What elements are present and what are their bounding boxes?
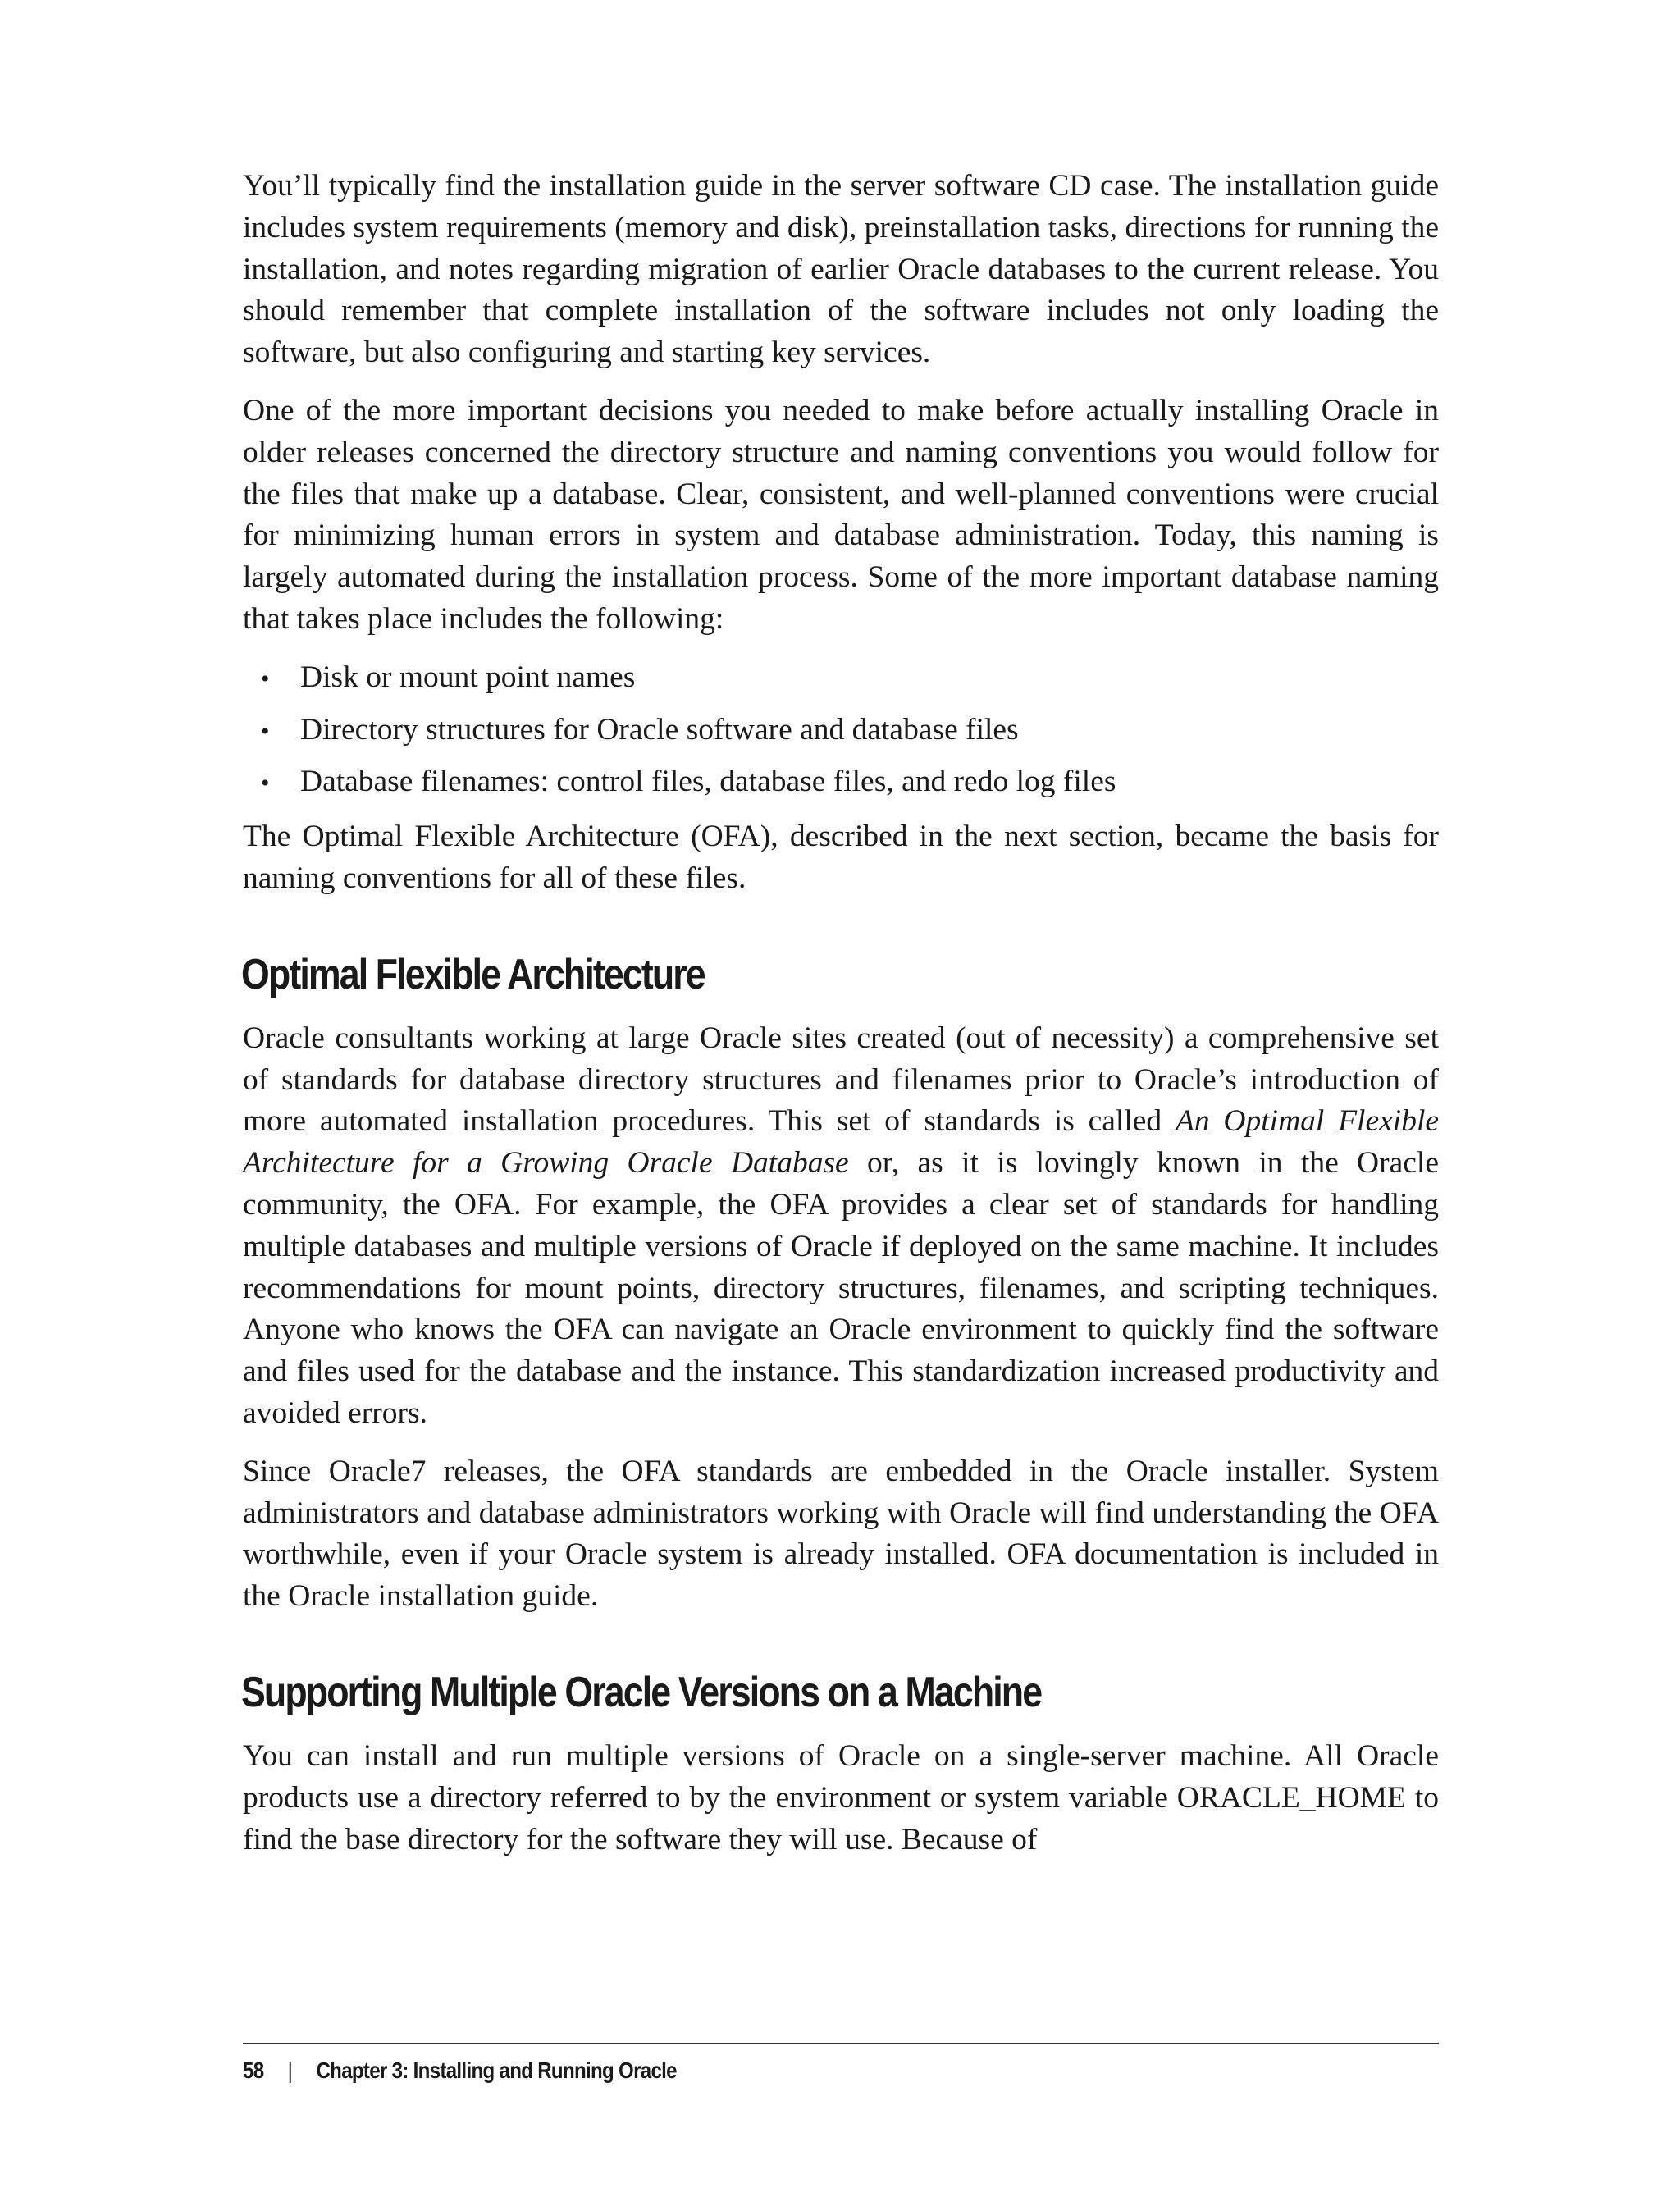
intro-paragraph-1: You’ll typically find the installation guide in the server software CD case. The installation guide includes system requirements (memory and disk), preinstallation tasks, directions for running the installation, and notes regarding migration of earlier Oracle databases to the current release. You should remember that complete installation of the software includes not only loading the software, but also configuring and starting key services. bbox=[243, 169, 1439, 370]
ofa-paragraph-1-end: or, as it is lovingly known in the Oracle community, the OFA. For example, the OFA provides a clear set of standards for handling multiple databases and multiple versions of Oracle if deployed on the same machine. It includes recommendations for mount points, directory structures, filenames, and scripting techniques. Anyone who knows the OFA can navigate an Oracle environment to quickly find the software and files used for the database and the instance. This standardization increased productivity and avoided errors. bbox=[243, 1146, 1439, 1430]
footer-separator: | bbox=[287, 2058, 293, 2083]
list-item-text: Database filenames: control files, database files, and redo log files bbox=[300, 765, 1116, 799]
list-item-text: Disk or mount point names bbox=[300, 660, 636, 694]
list-item bbox=[261, 710, 1439, 753]
page-footer bbox=[243, 2043, 1439, 2084]
page-content bbox=[243, 166, 1439, 1877]
ofa-paragraph-1 bbox=[243, 1018, 1439, 1435]
ofa-document-title: An Optimal Flexible Architecture for a Growing Oracle Database bbox=[243, 1104, 1440, 1181]
intro-paragraph-3: The Optimal Flexible Architecture (OFA), described in the next section, became the basis for naming conventions for all of these files. bbox=[243, 820, 1439, 895]
footer-text bbox=[243, 2058, 1271, 2084]
ofa-paragraph-2: Since Oracle7 releases, the OFA standards are embedded in the Oracle installer. System administrators and database administrators working with Oracle will find understanding the OFA worthwhile, even if your Oracle system is already installed. OFA documentation is included in the Oracle installation guide. bbox=[243, 1454, 1439, 1614]
list-item-text: Directory structures for Oracle software and database files bbox=[300, 712, 1019, 747]
list-item bbox=[261, 657, 1439, 701]
bullet-icon: • bbox=[261, 717, 270, 745]
naming-list bbox=[243, 657, 1439, 805]
section-heading-ofa: Optimal Flexible Architecture bbox=[241, 950, 705, 998]
multi-paragraph-1: You can install and run multiple versions of Oracle on a single-server machine. All Oracle products use a directory referred to by the environment or system variable ORACLE_HOME to find the base directory for the software they will use. Because of bbox=[243, 1738, 1439, 1857]
page-number: 58 bbox=[243, 2058, 264, 2083]
intro-paragraph-2: One of the more important decisions you needed to make before actually installing Oracle in older releases concerned the directory structure and naming conventions you would follow for the files that make up a database. Clear, consistent, and well-planned conventions were crucial for minimizing human errors in system and database administration. Today, this naming is largely automated during the installation process. Some of the more important database naming that takes place includes the following: bbox=[243, 393, 1439, 636]
bullet-icon: • bbox=[261, 770, 270, 797]
list-item bbox=[261, 761, 1439, 805]
section-heading-multiple-versions: Supporting Multiple Oracle Versions on a Machine bbox=[241, 1668, 1042, 1716]
ofa-paragraph-1-start: Oracle consultants working at large Oracle sites created (out of necessity) a comprehensive set of standards for database directory structures and filenames prior to Oracle’s introduction of more automated installation procedures. This set of standards is called bbox=[243, 1021, 1439, 1139]
bullet-icon: • bbox=[261, 665, 270, 692]
chapter-title: Chapter 3: Installing and Running Oracle bbox=[316, 2058, 677, 2083]
